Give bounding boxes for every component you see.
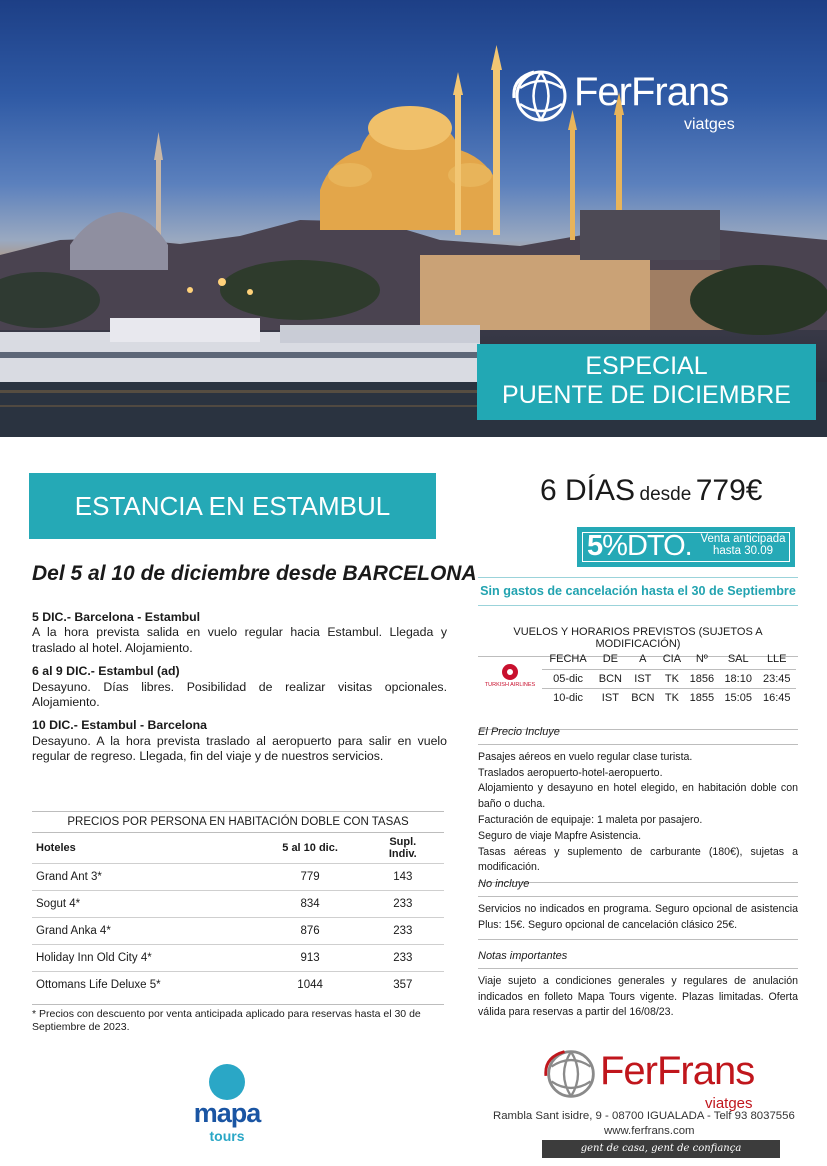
table-row <box>32 918 444 945</box>
includes-item: Seguro de viaje Mapfre Asistencia. <box>478 829 642 842</box>
itinerary-day <box>32 664 447 710</box>
table-row <box>32 945 444 972</box>
discount-value: 5%DTO. <box>587 530 692 562</box>
agency-address: Rambla Sant isidre, 9 - 08700 IGUALADA - Telf 93 8037556 <box>493 1110 795 1122</box>
flights-table: FECHA DE A CIA Nº SAL LLE 05-dic BCN IST TK 1856 18:10 23:45 10-dic IST BCN TK 1855 15:05 16:45 <box>542 650 796 707</box>
includes-title: El Precio Incluye <box>478 725 798 745</box>
itinerary-day <box>32 610 447 656</box>
hotel-name: Grand Ant 3* <box>32 864 259 891</box>
itinerary <box>32 610 447 773</box>
no-cancel-notice: Sin gastos de cancelación hasta el 30 de Septiembre <box>478 577 798 606</box>
price-table <box>32 811 444 1034</box>
agency-sub: viatges <box>705 1095 753 1112</box>
col-dates: 5 al 10 dic. <box>282 842 338 854</box>
flight-row: 05-dic BCN IST TK 1856 18:10 23:45 <box>542 669 796 688</box>
day-title: 10 DIC.- Estambul - Barcelona <box>32 718 207 733</box>
agency-motto: gent de casa, gent de confiança <box>542 1140 780 1158</box>
day-title: 5 DIC.- Barcelona - Estambul <box>32 610 201 624</box>
from-label: desde <box>639 484 692 505</box>
discount-note: Venta anticipada hasta 30.09 <box>700 533 786 557</box>
excludes-section <box>478 877 798 940</box>
price-note: * Precios con descuento por venta anticipada aplicado para reservas hasta el 30 de Septiembre de 2023. <box>32 1004 444 1034</box>
day-title: 6 al 9 DIC.- Estambul (ad) <box>32 664 180 679</box>
hotel-supl: 143 <box>362 864 444 891</box>
hotel-name: Sogut 4* <box>32 891 259 918</box>
includes-item: Pasajes aéreos en vuelo regular clase turista. <box>478 750 693 763</box>
notes-title: Notas importantes <box>478 949 798 969</box>
hotel-name: Holiday Inn Old City 4* <box>32 945 259 972</box>
globe-icon <box>512 68 570 124</box>
hotel-price: 779 <box>259 864 362 891</box>
price-from: 779€ <box>695 474 763 507</box>
table-row <box>32 972 444 999</box>
itinerary-day <box>32 718 447 764</box>
hotel-name: Ottomans Life Deluxe 5* <box>32 972 259 999</box>
hotel-supl: 233 <box>362 891 444 918</box>
flights-title: VUELOS Y HORARIOS PREVISTOS (SUJETOS A MODIFICACIÓN) <box>478 626 798 657</box>
brand-name: FerFrans <box>574 70 729 114</box>
hotel-prices <box>32 833 444 999</box>
hotel-price: 876 <box>259 918 362 945</box>
includes-item: Facturación de equipaje: 1 maleta por pasajero. <box>478 813 703 826</box>
col-supl: Supl. Indiv. <box>388 836 417 860</box>
ferfrans-logo-bottom <box>544 1045 764 1112</box>
includes-item: Alojamiento y desayuno en hotel elegido, en habitación doble con baño o ducha. <box>478 782 798 811</box>
brand-sub: viatges <box>684 116 735 133</box>
hotel-price: 913 <box>259 945 362 972</box>
flights-section <box>478 626 798 704</box>
price-caption: PRECIOS POR PERSONA EN HABITACIÓN DOBLE CON TASAS <box>32 811 444 833</box>
hotel-name: Grand Anka 4* <box>32 918 259 945</box>
turkish-airlines-logo: TURKISH AIRLINES <box>482 664 538 688</box>
mapa-text: mapa <box>193 1098 261 1128</box>
includes-item: Traslados aeropuerto-hotel-aeropuerto. <box>478 766 663 779</box>
hotel-supl: 357 <box>362 972 444 999</box>
agency-name: FerFrans <box>600 1049 755 1093</box>
hotel-supl: 233 <box>362 945 444 972</box>
flight-row: 10-dic IST BCN TK 1855 15:05 16:45 <box>553 691 791 704</box>
includes-item: Tasas aéreas y suplemento de carburante (180€), sujetas a modificación. <box>478 845 798 874</box>
table-row <box>32 864 444 891</box>
mapa-tours-logo <box>182 1064 272 1146</box>
includes-section <box>478 725 798 883</box>
hotel-price: 1044 <box>259 972 362 999</box>
special-line-2: PUENTE DE DICIEMBRE <box>502 381 791 409</box>
ferfrans-logo-top <box>512 66 752 136</box>
duration-price <box>540 474 762 508</box>
special-line-1: ESPECIAL <box>585 352 708 380</box>
excludes-text: Servicios no indicados en programa. Seguro opcional de asistencia Plus: 15€. Seguro opcional de cancelación clásico 25€. <box>478 902 798 931</box>
duration: 6 DÍAS <box>540 474 636 507</box>
agency-web[interactable]: www.ferfrans.com <box>604 1125 695 1137</box>
day-text: Desayuno. A la hora prevista traslado al aeropuerto para salir en vuelo regular de regreso. Llegada, fin del viaje y de nuestros servicios. <box>32 733 447 764</box>
mapa-dot-icon <box>209 1064 245 1100</box>
hotel-price: 834 <box>259 891 362 918</box>
hero-banner <box>0 0 827 437</box>
notes-section <box>478 949 798 1021</box>
tours-text: tours <box>209 1128 245 1144</box>
day-text: A la hora prevista salida en vuelo regular hacia Estambul. Llegada y traslado al hotel. Alojamiento. <box>32 625 447 655</box>
trip-dates: Del 5 al 10 de diciembre desde BARCELONA <box>32 562 477 585</box>
col-hotel: Hoteles <box>36 842 76 854</box>
special-banner <box>477 344 816 420</box>
excludes-title: No incluye <box>478 877 798 897</box>
trip-title: ESTANCIA EN ESTAMBUL <box>29 473 436 539</box>
day-text: Desayuno. Días libres. Posibilidad de realizar visitas opcionales. Alojamiento. <box>32 679 447 710</box>
airline-icon <box>502 664 518 680</box>
discount-badge <box>577 527 795 567</box>
table-row <box>32 891 444 918</box>
hotel-supl: 233 <box>362 918 444 945</box>
globe-icon <box>544 1047 598 1101</box>
notes-text: Viaje sujeto a condiciones generales y regulares de anulación indicados en folleto Mapa Tours vigente. Plazas limitadas. Oferta válida para reservas a partir del 16/08/23. <box>478 974 798 1019</box>
